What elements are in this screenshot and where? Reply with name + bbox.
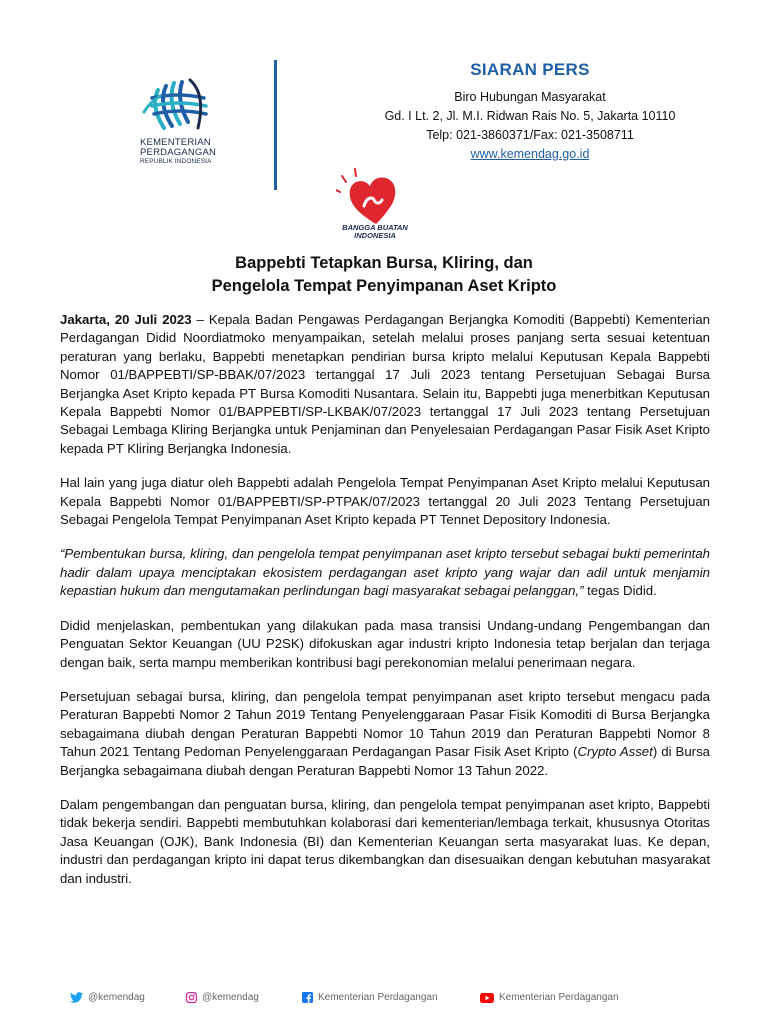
paragraph-3 xyxy=(60,545,710,600)
logo-line-1: KEMENTERIAN xyxy=(140,137,211,148)
quote-attribution: tegas Didid. xyxy=(583,583,657,599)
kemendag-logo-icon xyxy=(140,72,220,134)
headline xyxy=(0,252,768,298)
paragraph-5-text-b: ) di Bursa Berjangka sebagaimana diubah dengan Peraturan Bappebti Nomor 13 Tahun 2022. xyxy=(60,744,710,778)
press-phone: Telp: 021-3860371/Fax: 021-3508711 xyxy=(426,128,634,142)
twitter-handle: @kemendag xyxy=(88,992,145,1003)
facebook-name: Kementerian Perdagangan xyxy=(318,992,438,1003)
logo-line-2: PERDAGANGAN xyxy=(140,147,217,158)
paragraph-6: Dalam pengembangan dan penguatan bursa, kliring, dan pengelola tempat penyimpanan aset kripto, Bappebti tidak bekerja sendiri. Bappebti membutuhkan kolaborasi dari kementerian/lembaga terkait, khususnya Otoritas Jasa Keuangan (OJK), Bank Indonesia (BI) dan Kementerian Keuangan serta masyarakat luas. Ke depan, industri dan perdagangan kripto ini dapat terus dikembangkan dan disesuaikan dengan kebutuhan masyarakat dan industri. xyxy=(60,796,710,886)
bangga-line-1: BANGGA BUATAN xyxy=(342,223,408,232)
footer-youtube[interactable] xyxy=(480,992,619,1003)
bangga-buatan-indonesia-logo xyxy=(336,168,416,240)
bangga-buatan-indonesia-icon xyxy=(336,168,416,240)
bangga-line-2: INDONESIA xyxy=(354,231,396,240)
crypto-asset-term: Crypto Asset xyxy=(577,744,653,760)
twitter-icon xyxy=(70,992,83,1003)
paragraph-1 xyxy=(60,311,710,458)
press-title: SIARAN PERS xyxy=(470,60,590,79)
paragraph-5 xyxy=(60,688,710,780)
headline-line-1: Bappebti Tetapkan Bursa, Kliring, dan xyxy=(235,254,533,272)
instagram-handle: @kemendag xyxy=(202,992,259,1003)
press-bureau: Biro Hubungan Masyarakat xyxy=(454,90,606,104)
letterhead xyxy=(0,0,768,250)
dateline: Jakarta, 20 Juli 2023 xyxy=(60,312,192,327)
header-divider xyxy=(274,60,277,190)
article-body xyxy=(60,311,710,904)
youtube-icon xyxy=(480,993,494,1003)
press-website-link[interactable]: www.kemendag.go.id xyxy=(470,147,590,161)
paragraph-5-text-a: Persetujuan sebagai bursa, kliring, dan pengelola tempat penyimpanan aset kripto tersebut mengacu pada Peraturan Bappebti Nomor 2 Tahun 2019 Tentang Penyelenggaraan Pasar Fisik Komoditi di Bursa Berjangka sebagaimana diubah dengan Peraturan Bappebti Nomor 10 Tahun 2019 dan Peraturan Bappebti Nomor 8 Tahun 2021 Tentang Pedoman Penyelenggaraan Perdagangan Pasar Fisik Aset Kripto ( xyxy=(60,688,710,760)
press-contact-block xyxy=(330,60,730,164)
footer-facebook[interactable] xyxy=(302,992,438,1003)
headline-line-2: Pengelola Tempat Penyimpanan Aset Kripto xyxy=(211,277,557,295)
instagram-icon xyxy=(186,992,197,1003)
kemendag-logo xyxy=(140,72,250,166)
social-footer xyxy=(70,992,690,1008)
paragraph-4: Didid menjelaskan, pembentukan yang dilakukan pada masa transisi Undang-undang Pengembangan dan Penguatan Sektor Keuangan (UU P2SK) difokuskan agar industri kripto Indonesia tetap berjalan dan terjaga dengan baik, serta mampu memberikan kontribusi bagi perekonomian melalui penerimaan negara. xyxy=(60,617,710,670)
footer-twitter[interactable] xyxy=(70,992,145,1003)
paragraph-1-text: – Kepala Badan Pengawas Perdagangan Berjangka Komoditi (Bappebti) Kementerian Perdagangan Didid Noordiatmoko menyampaikan, setelah melalui proses panjang serta sesuai ketentuan peraturan yang berlaku, Bappebti menetapkan pendirian bursa kripto melalui Keputusan Kepala Bappebti Nomor 01/BAPPEBTI/SP-BBAK/07/2023 tertanggal 17 Juli 2023 tentang Persetujuan Sebagai Bursa Berjangka Aset Kripto kepada PT Bursa Komoditi Nusantara. Selain itu, Bappebti juga menerbitkan Keputusan Kepala Bappebti Nomor 01/BAPPEBTI/SP-LKBAK/07/2023 tertanggal 17 Juli 2023 tentang Persetujuan Sebagai Lembaga Kliring Berjangka untuk Penjaminan dan Penyelesaian Perdagangan Pasar Fisik Aset Kripto kepada PT Kliring Berjangka Indonesia. xyxy=(60,312,710,456)
paragraph-2: Hal lain yang juga diatur oleh Bappebti adalah Pengelola Tempat Penyimpanan Aset Kripto melalui Keputusan Kepala Bappebti Nomor 01/BAPPEBTI/SP-PTPAK/07/2023 tertanggal 20 Juli 2023 Tentang Persetujuan Sebagai Pengelola Tempat Penyimpanan Aset Kripto kepada PT Tennet Depository Indonesia. xyxy=(60,475,710,528)
youtube-channel: Kementerian Perdagangan xyxy=(499,992,619,1003)
logo-line-3: REPUBLIK INDONESIA xyxy=(140,158,212,165)
footer-instagram[interactable] xyxy=(186,992,259,1003)
facebook-icon xyxy=(302,992,313,1003)
press-address: Gd. I Lt. 2, Jl. M.I. Ridwan Rais No. 5, Jakarta 10110 xyxy=(384,109,676,123)
quote-text: “Pembentukan bursa, kliring, dan pengelola tempat penyimpanan aset kripto tersebut sebagai bukti pemerintah hadir dalam upaya menciptakan ekosistem perdagangan aset kripto yang wajar dan adil untuk menjamin kepastian hukum dan mengutamakan perlindungan bagi masyarakat sebagai pelanggan,” xyxy=(60,546,710,599)
